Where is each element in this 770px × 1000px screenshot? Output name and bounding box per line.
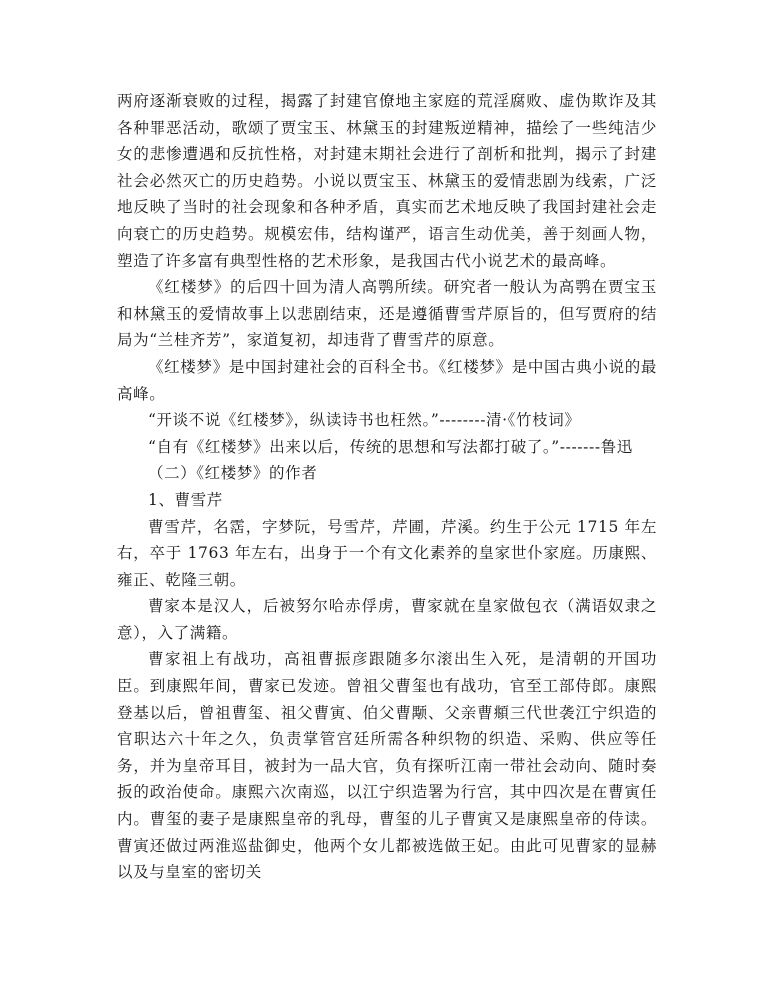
paragraph-family-history: 曹家祖上有战功，高祖曹振彦跟随多尔滚出生入死，是清朝的开国功臣。到康熙年间，曹家已发迹。曾祖父曹玺也有战功，官至工部侍郎。康熙登基以后，曾祖曹玺、祖父曹寅、伯父曹颙、父亲曹頫三代世袭江宁织造的官职达六十年之久，负责掌管宫廷所需各种织物的织造、采购、供应等任务，并为皇帝耳目，被封为一品大官，负有探听江南一带社会动向、随时奏扳的政治使命。康熙六次南巡，以江宁织造署为行宫，其中四次是在曹寅任内。曹玺的妻子是康熙皇帝的乳母，曹玺的儿子曹寅又是康熙皇帝的侍读。曹寅还做过两淮巡盐御史，他两个女儿都被选做王妃。由此可见曹家的显赫以及与皇室的密切关: [117, 650, 657, 882]
paragraph-family-origin: 曹家本是汉人，后被努尔哈赤俘虏，曹家就在皇家做包衣（满语奴隶之意），入了满籍。: [117, 597, 657, 642]
paragraph-intro-continuation: 两府逐渐衰败的过程，揭露了封建官僚地主家庭的荒淫腐败、虚伪欺诈及其各种罪恶活动，歌颂了贾宝玉、林黛玉的封建叛逆精神，描绘了一些纯洁少女的悲惨遭遇和反抗性格，对封建末期社会进行了剖析和批判，揭示了封建社会必然灭亡的历史趋势。小说以贾宝玉、林黛玉的爱情悲剧为线索，广泛地反映了当时的社会现象和各种矛盾，真实而艺术地反映了我国封建社会走向衰亡的历史趋势。规模宏伟，结构谨严，语言生动优美，善于刻画人物，塑造了许多富有典型性格的艺术形象，是我国古代小说艺术的最高峰。: [117, 92, 657, 270]
section-heading-author: （二）《红楼梦》的作者: [148, 464, 318, 483]
paragraph-biography: 曹雪芹，名霑，字梦阮，号雪芹，芹圃，芹溪。约生于公元 1715 年左右，卒于 1763 年左右，出身于一个有文化素养的皇家世仆家庭。历康熙、雍正、乾隆三朝。: [117, 517, 657, 589]
quote-zhuzhici: “开谈不说《红楼梦》，纵读诗书也枉然。”--------清·《竹枝词》: [148, 411, 581, 430]
paragraph-encyclopedia: 《红楼梦》是中国封建社会的百科全书。《红楼梦》是中国古典小说的最高峰。: [117, 357, 657, 403]
document-body: [117, 88, 657, 886]
quote-luxun: “自有《红楼梦》出来以后，传统的思想和写法都打破了。”-------鲁迅: [148, 437, 633, 456]
paragraph-sequel: 《红楼梦》的后四十回为清人高鹗所续。研究者一般认为高鹗在贾宝玉和林黛玉的爱情故事上以悲剧结束，还是遵循曹雪芹原旨的，但写贾府的结局为“兰桂齐芳”，家道复初，却违背了曹雪芹的原意。: [117, 278, 657, 350]
subsection-heading-cao-xueqin: 1、曹雪芹: [148, 490, 223, 509]
